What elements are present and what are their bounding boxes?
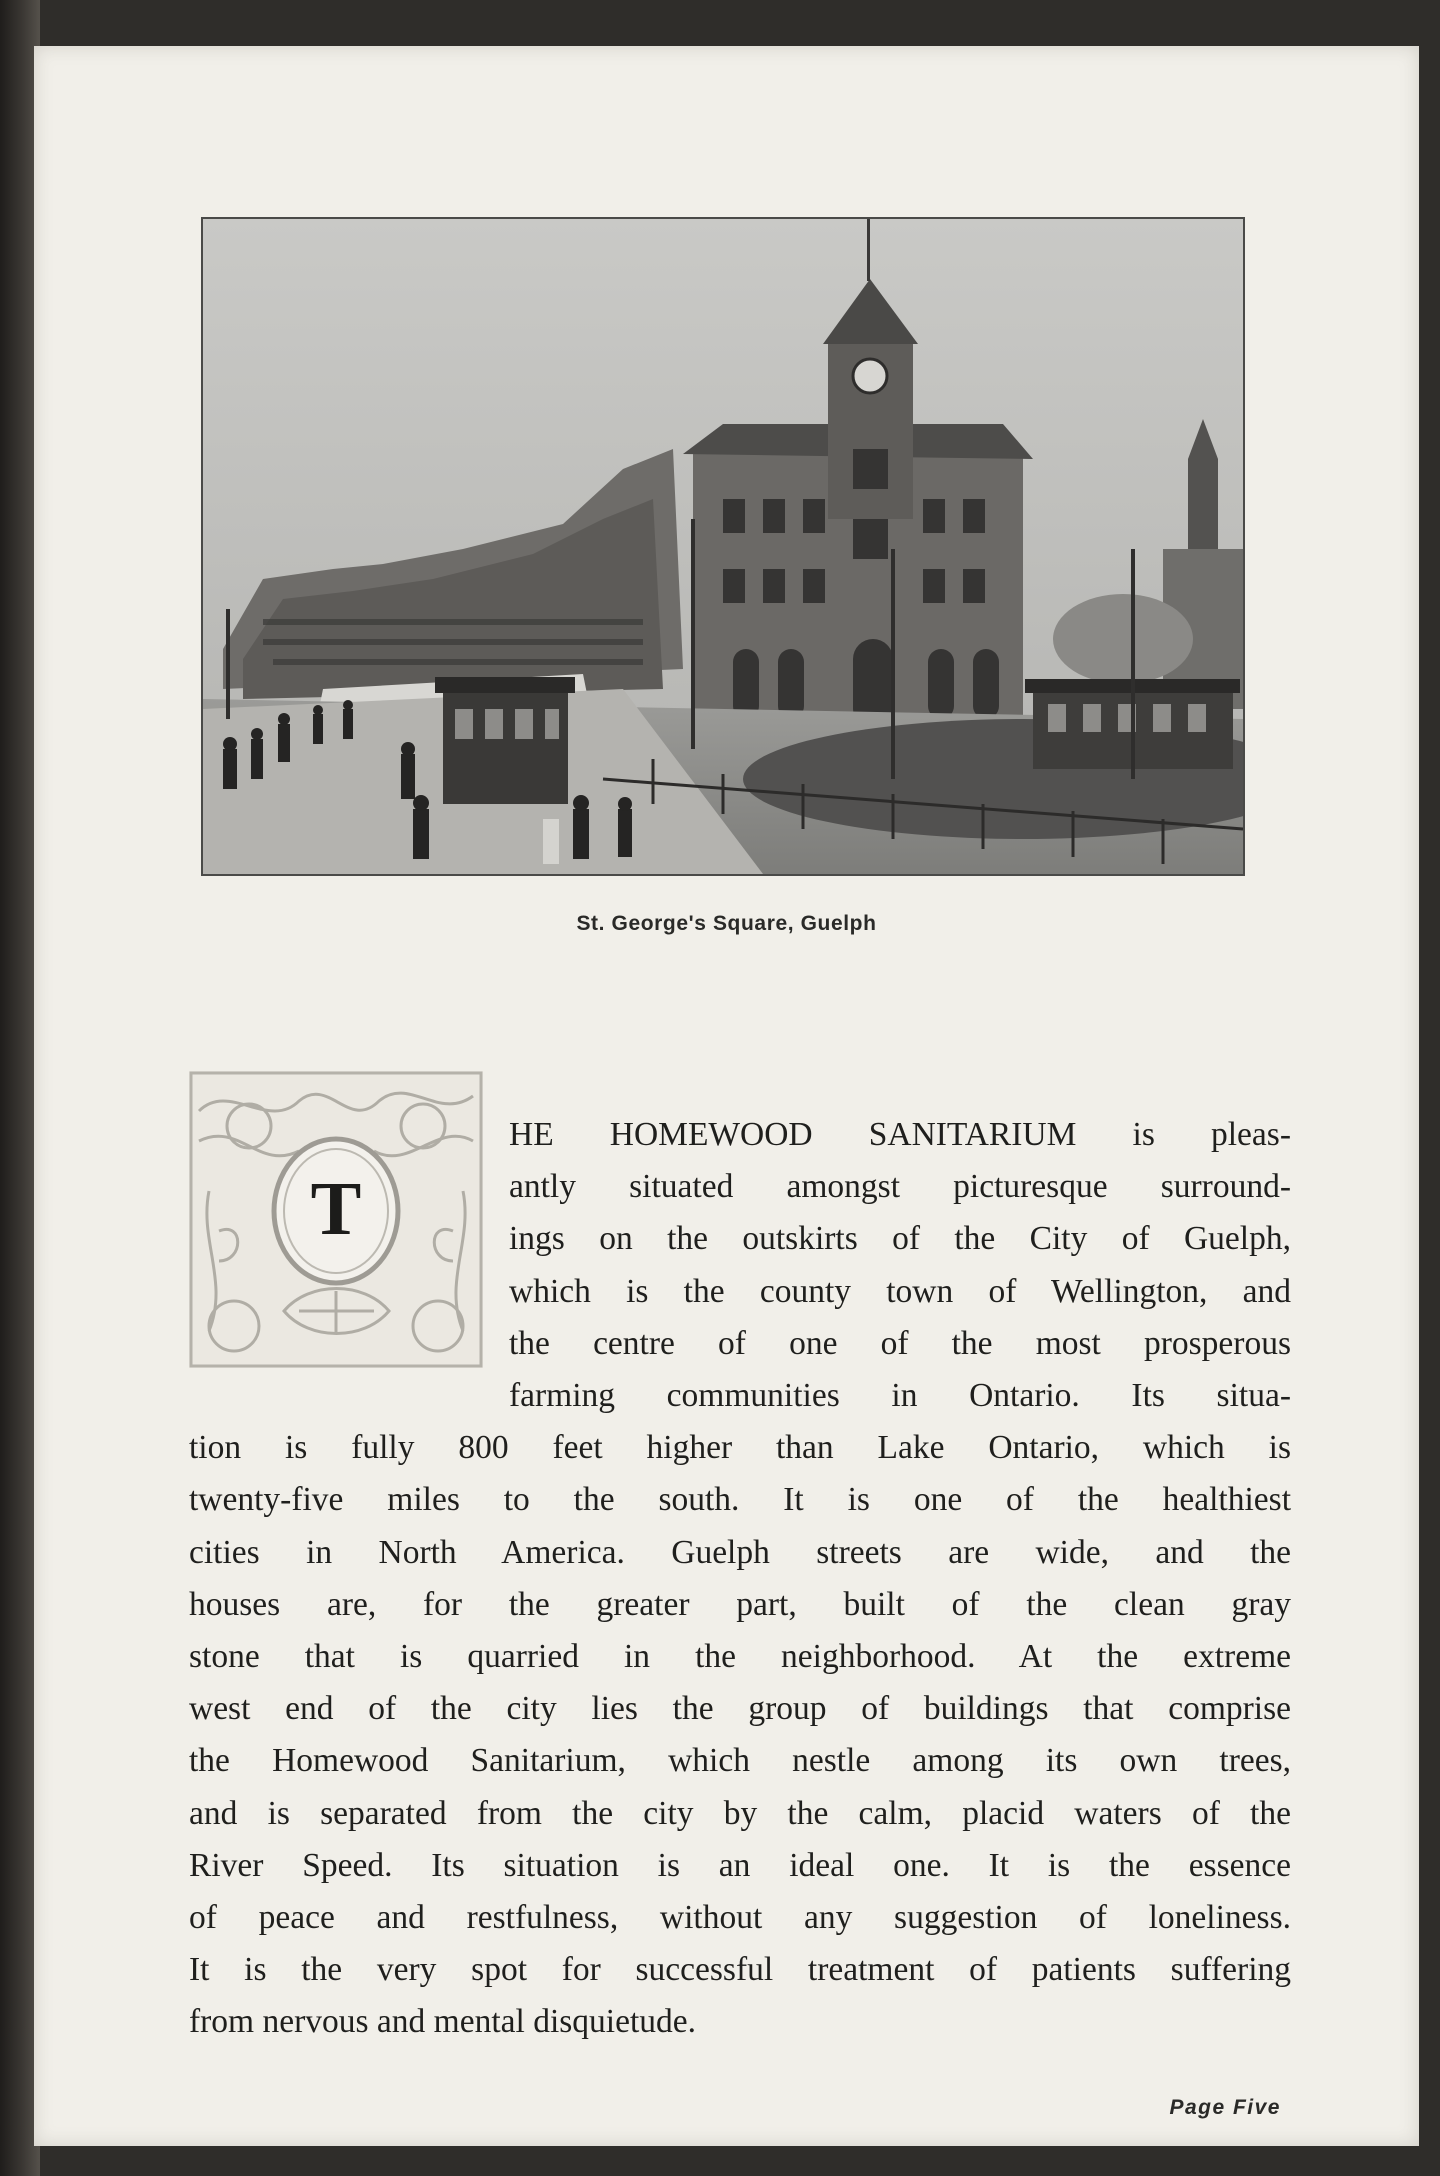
body-text-line: HE HOMEWOOD SANITARIUM is pleas- [509,1116,1291,1153]
photo-caption: St. George's Square, Guelph [576,912,877,935]
body-text-line: west end of the city lies the group of buildings that comprise [189,1690,1291,1728]
body-text-line: the centre of one of the most prosperous [509,1324,1291,1362]
body-text-line: tion is fully 800 feet higher than Lake Ontario, which is [189,1429,1291,1467]
body-text-line: twenty-five miles to the south. It is one of the healthiest [189,1481,1291,1519]
drop-cap-letter: T [310,1167,362,1251]
body-text-line: stone that is quarried in the neighborhood. At the extreme [189,1638,1291,1675]
body-text-line: the Homewood Sanitarium, which nestle among its own trees, [189,1742,1291,1780]
page-number: Page Five [1169,2096,1281,2119]
photograph-illustration [203,219,1243,874]
body-text-line: which is the county town of Wellington, and [509,1272,1291,1310]
body-text-line: ings on the outskirts of the City of Guelph, [509,1220,1291,1258]
town-square-photograph [201,217,1245,876]
body-text-line: of peace and restfulness, without any suggestion of loneliness. [189,1899,1291,1936]
body-text-line: antly situated amongst picturesque surround- [509,1168,1291,1206]
ornamental-drop-cap [189,1071,483,1368]
body-text-line: farming communities in Ontario. Its situa- [509,1377,1291,1414]
body-text-line: houses are, for the greater part, built of the clean gray [189,1585,1291,1623]
book-page [34,46,1419,2146]
body-text-line: and is separated from the city by the calm, placid waters of the [189,1794,1291,1832]
body-text-line: River Speed. Its situation is an ideal one. It is the essence [189,1846,1291,1884]
body-text-line: from nervous and mental disquietude. [189,2003,697,2041]
body-text-line: cities in North America. Guelph streets are wide, and the [189,1533,1291,1571]
body-text-line: It is the very spot for successful treatment of patients suffering [189,1951,1291,1989]
